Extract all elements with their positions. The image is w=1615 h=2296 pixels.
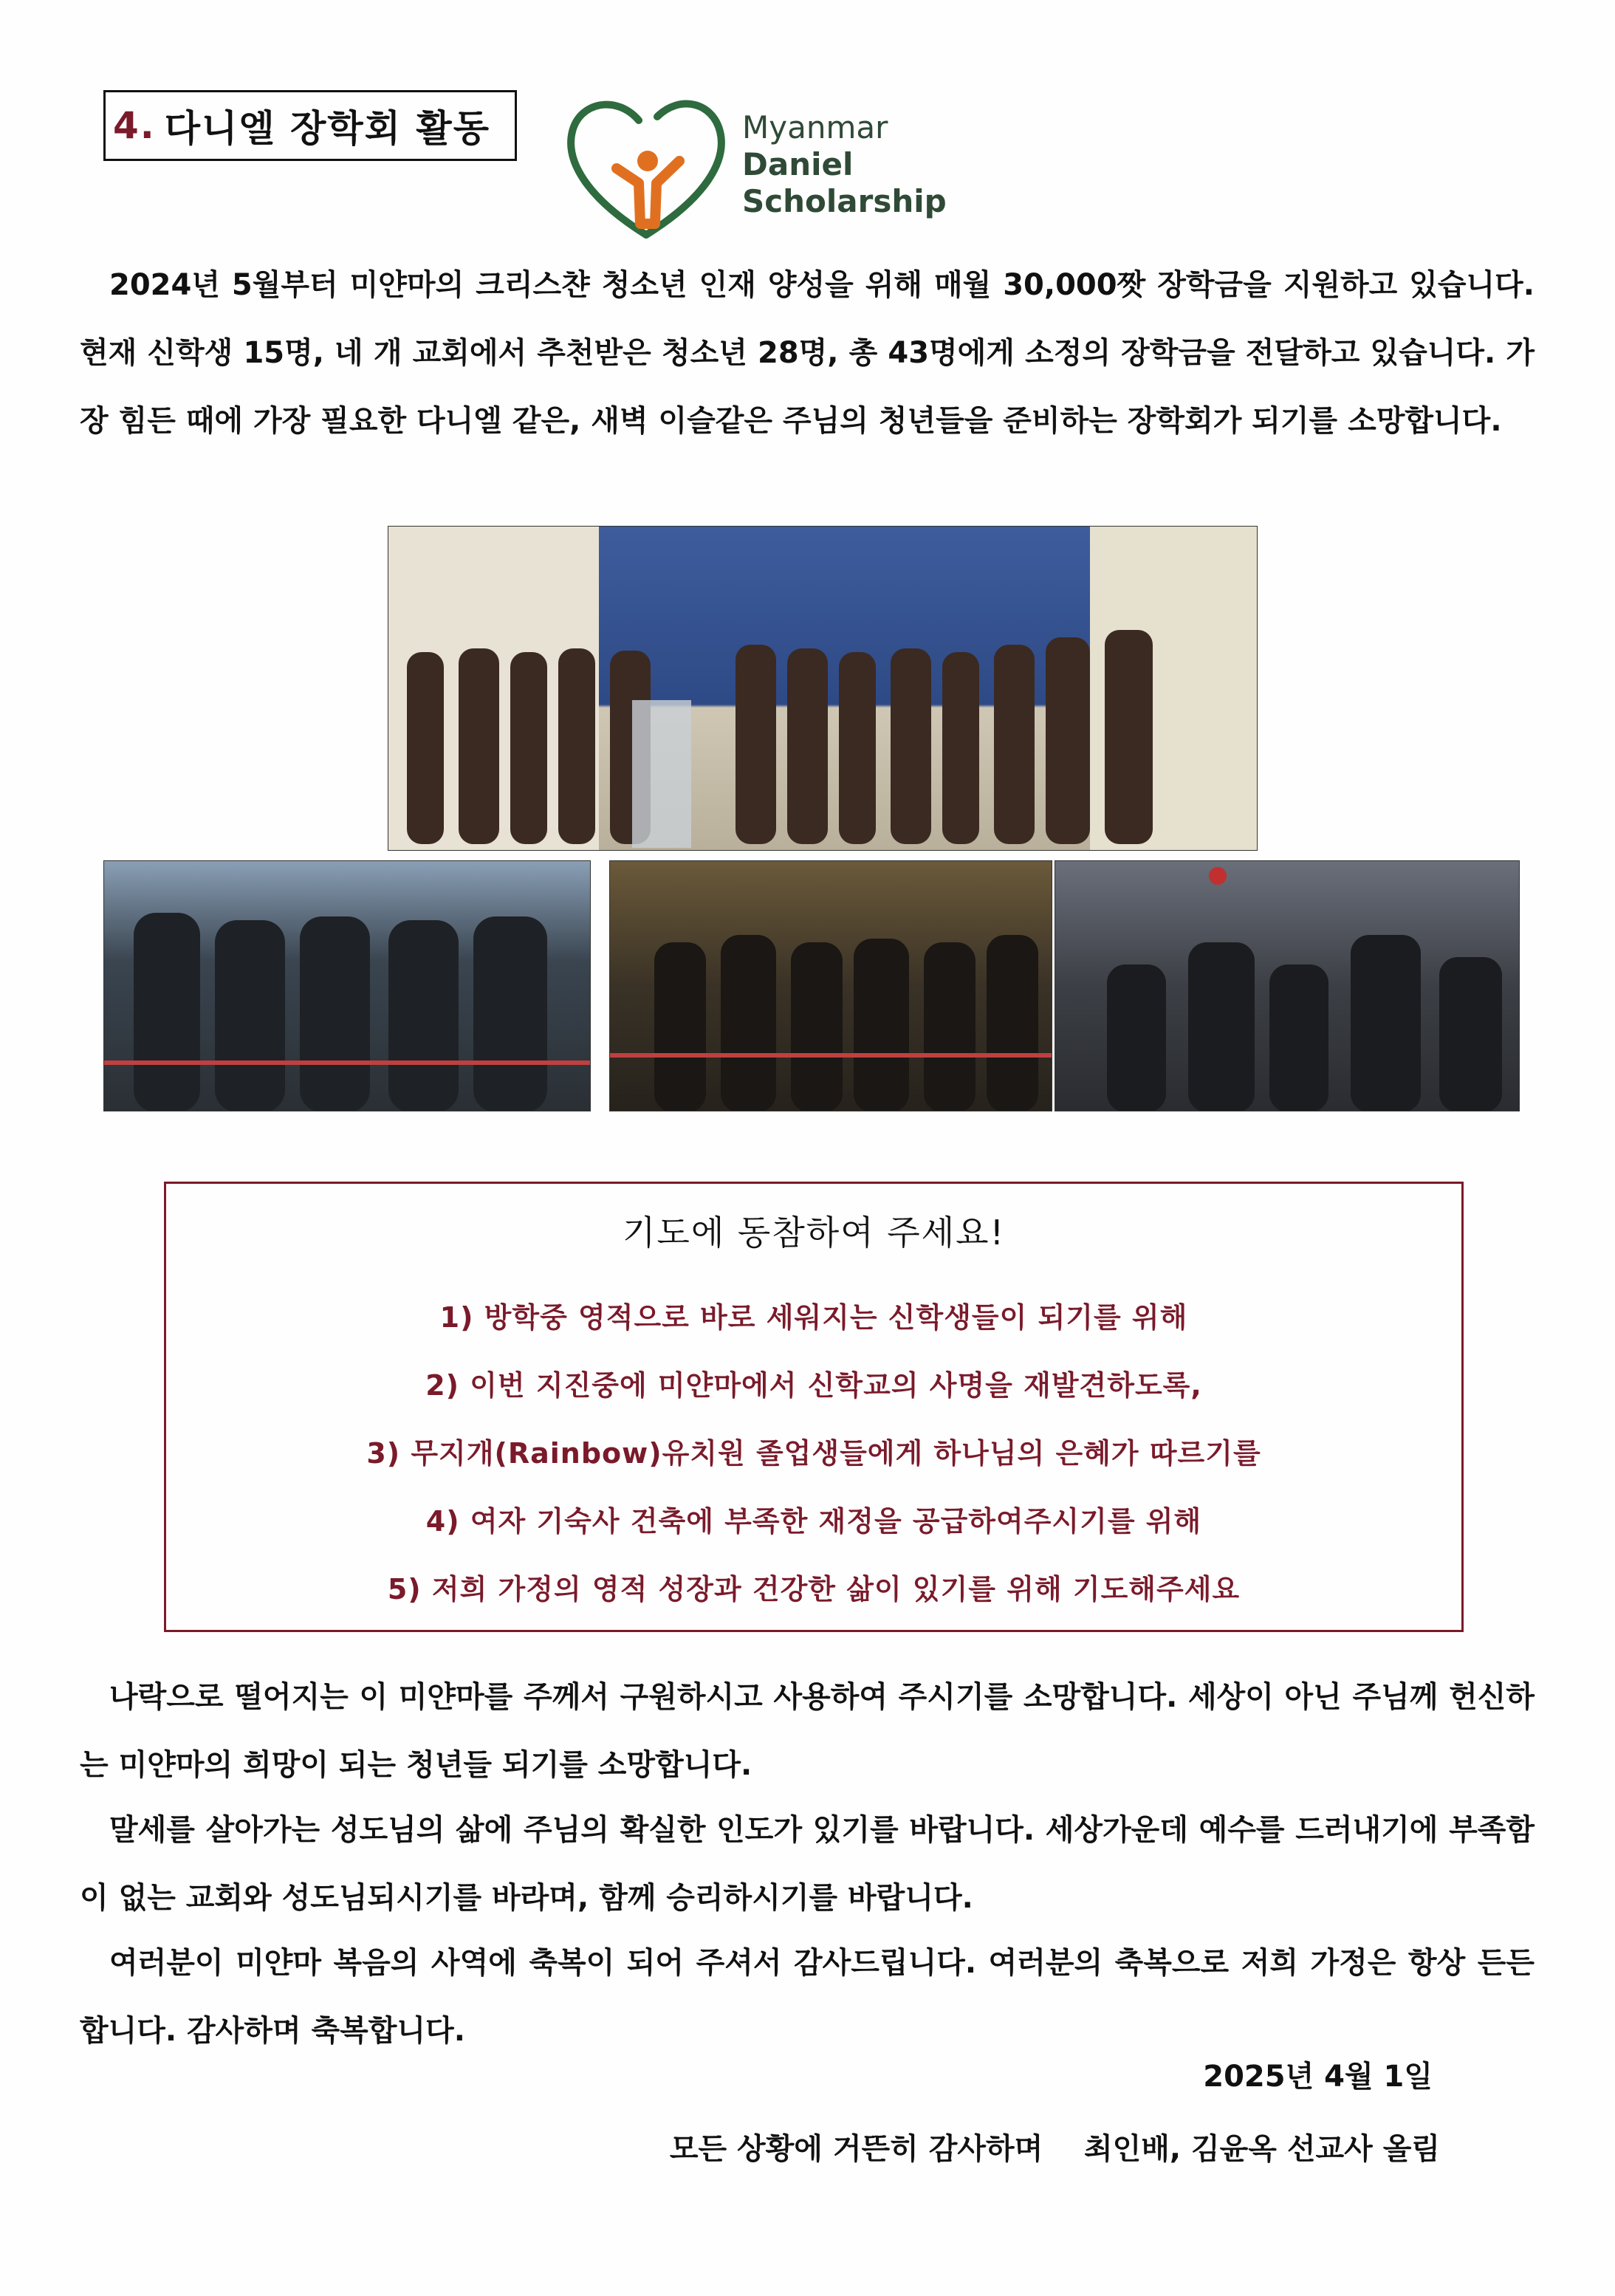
prayer-request-box — [164, 1182, 1464, 1632]
photo-students-3 — [1055, 860, 1520, 1111]
prayer-title: 기도에 동참하여 주세요! — [622, 1213, 1006, 1252]
section-heading — [103, 90, 517, 161]
letter-date: 2025년 4월 1일 — [1203, 2060, 1433, 2094]
scholarship-logo — [558, 87, 947, 246]
letter-signature: 모든 상황에 거뜬히 감사하며 최인배, 김윤옥 선교사 올림 — [669, 2132, 1440, 2166]
prayer-item: 4) 여자 기숙사 건축에 부족한 재정을 공급하여주시기를 위해 — [425, 1505, 1202, 1538]
prayer-item: 5) 저희 가정의 영적 성장과 건강한 삶이 있기를 위해 기도해주세요 — [387, 1573, 1241, 1606]
heart-logo-icon — [558, 87, 735, 246]
logo-line-daniel: Daniel — [742, 146, 854, 182]
prayer-item: 1) 방학중 영적으로 바로 세워지는 신학생들이 되기를 위해 — [439, 1301, 1188, 1334]
prayer-item: 3) 무지개(Rainbow)유치원 졸업생들에게 하나님의 은혜가 따르기를 — [366, 1437, 1261, 1470]
section-title: 다니엘 장학회 활동 — [164, 107, 491, 150]
closing-paragraph-2: 말세를 살아가는 성도님의 삶에 주님의 확실한 인도가 있기를 바랍니다. 세상가운데 예수를 드러내기에 부족함이 없는 교회와 성도님되시기를 바라며, 함께 승리하시기를 바랍니다. — [80, 1813, 1535, 1915]
photo-students-2 — [609, 860, 1052, 1111]
photo-students-1 — [103, 860, 591, 1111]
group-photo-main — [388, 526, 1258, 851]
prayer-item: 2) 이번 지진중에 미얀마에서 신학교의 사명을 재발견하도록, — [425, 1369, 1202, 1402]
section-number: 4. — [113, 104, 156, 147]
logo-text — [742, 109, 947, 220]
logo-line-scholarship: Scholarship — [742, 183, 947, 219]
intro-paragraph: 2024년 5월부터 미얀마의 크리스챤 청소년 인재 양성을 위해 매월 30,000짯 장학금을 지원하고 있습니다. 현재 신학생 15명, 네 개 교회에서 추천받은 청소년 28명, 총 43명에게 소정의 장학금을 전달하고 있습니다. 가장 힘든 때에 가장 필요한 다니엘 같은, 새벽 이슬같은 주님의 청년들을 준비하는 장학회가 되기를 소망합니다. — [80, 268, 1535, 438]
closing-paragraph-3: 여러분이 미얀마 복음의 사역에 축복이 되어 주셔서 감사드립니다. 여러분의 축복으로 저희 가정은 항상 든든합니다. 감사하며 축복합니다. — [80, 1946, 1535, 2048]
closing-paragraph-1: 나락으로 떨어지는 이 미얀마를 주께서 구원하시고 사용하여 주시기를 소망합니다. 세상이 아닌 주님께 헌신하는 미얀마의 희망이 되는 청년들 되기를 소망합니다. — [80, 1680, 1535, 1782]
logo-line-myanmar: Myanmar — [742, 109, 888, 145]
